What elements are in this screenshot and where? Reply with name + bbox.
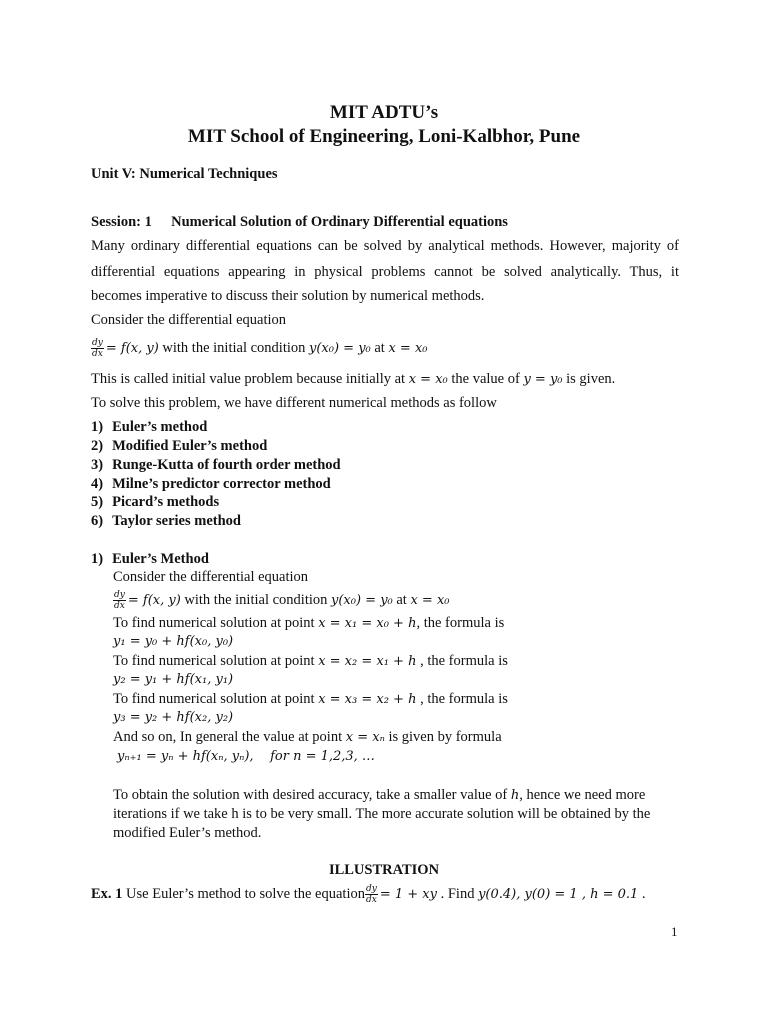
euler-formula-3: y₃ = y₂ + hf(x₂, y₂) [113,710,234,725]
method-name: Euler’s method [112,419,208,435]
fraction-numerator: dy [365,884,377,894]
method-name: Picard’s methods [112,494,220,510]
institution-title: MIT ADTU’s [329,102,439,123]
step-text: , the formula is [416,691,508,707]
euler-step-1 [113,615,504,632]
list-number: 1) [91,419,104,435]
example-equation: = 1 + xy [379,886,437,902]
intro-line-2: differential equations appearing in physical problems cannot be solved analytically. Thus, it [91,264,679,280]
method-name: Runge-Kutta of fourth order method [112,457,341,473]
step-text: is given by formula [384,729,502,745]
accuracy-line-3: modified Euler’s method. [113,825,262,841]
list-item [91,457,341,474]
ivp-text: is given. [562,371,616,387]
main-equation [91,338,428,359]
list-number: 3) [91,457,104,473]
ivp-statement [91,371,615,388]
initial-point: x = x₀ [410,592,450,608]
list-number: 2) [91,438,104,454]
step-text: To find numerical solution at point [113,691,319,707]
initial-point: x = x₀ [388,340,428,356]
example-label: Ex. 1 [91,885,123,902]
derivative-fraction [113,590,126,611]
list-item [91,476,331,493]
accuracy-line-1 [113,787,645,804]
ivp-math: x = x₀ [408,372,448,387]
section-title: Euler’s Method [112,551,209,567]
list-number: 4) [91,476,104,492]
step-math: x = x₃ = x₂ + h [318,692,417,707]
section-number: 1) [91,551,104,567]
step-text: , the formula is [416,615,505,631]
accuracy-text: , hence we need more [519,787,646,803]
equation-text: at [392,591,411,608]
unit-title: Unit V: Numerical Techniques [91,166,278,182]
school-title: MIT School of Engineering, Loni-Kalbhor, Pune [187,126,581,147]
step-text: To find numerical solution at point [113,653,319,669]
euler-general-formula: yₙ₊₁ = yₙ + hf(xₙ, yₙ), for n = 1,2,3, … [117,749,375,764]
method-name: Modified Euler’s method [112,438,268,454]
euler-consider: Consider the differential equation [113,569,309,585]
equation-text: with the initial condition [180,591,331,608]
list-item [91,513,241,530]
illustration-heading: ILLUSTRATION [328,862,440,878]
step-text: And so on, In general the value at point [113,729,346,745]
list-number: 5) [91,494,104,510]
step-math: x = x₁ = x₀ + h [318,616,417,631]
list-item [91,419,207,436]
euler-formula-2: y₂ = y₁ + hf(x₁, y₁) [113,672,234,687]
equation-text: at [370,339,389,356]
method-name: Taylor series method [112,513,241,529]
intro-line-4: Consider the differential equation [91,312,287,328]
method-name: Milne’s predictor corrector method [112,476,331,492]
page-number: 1 [671,924,678,939]
intro-line-1: Many ordinary differential equations can be solved by analytical methods. However, majority of [91,238,679,254]
session-title: Numerical Solution of Ordinary Differential equations [171,214,508,230]
euler-equation [113,590,450,611]
intro-line-3: becomes imperative to discuss their solution by numerical methods. [91,288,485,304]
ivp-math: y = y₀ [523,372,563,387]
fraction-denominator: dx [92,349,103,359]
equation-rhs: = f(x, y) [105,340,159,356]
list-item [91,494,219,511]
example-text: Use Euler’s method to solve the equation [122,885,365,902]
example-1 [91,884,646,905]
derivative-fraction [91,338,104,359]
step-math: x = x₂ = x₁ + h [318,654,417,669]
ivp-text: This is called initial value problem because initially at [91,371,409,387]
step-math: x = xₙ [345,730,385,745]
step-text: To find numerical solution at point [113,615,319,631]
euler-formula-1: y₁ = y₀ + hf(x₀, y₀) [113,634,234,649]
initial-condition: y(x₀) = y₀ [331,592,393,608]
fraction-numerator: dy [114,590,125,600]
step-text: , the formula is [416,653,508,669]
example-condition: y(0.4), y(0) = 1 , h = 0.1 [478,886,639,902]
session-heading [91,214,508,231]
list-number: 6) [91,513,104,529]
example-text: . Find [436,885,479,902]
accuracy-math: h [510,788,520,803]
accuracy-text: To obtain the solution with desired accuracy, take a smaller value of [113,787,511,803]
fraction-denominator: dx [365,895,377,905]
euler-heading [91,551,209,568]
euler-step-2 [113,653,508,670]
example-text: . [638,885,646,902]
session-label: Session: 1 [91,214,152,230]
fraction-denominator: dx [114,601,125,611]
equation-text: with the initial condition [158,339,309,356]
fraction-numerator: dy [92,338,103,348]
initial-condition: y(x₀) = y₀ [309,340,371,356]
list-item [91,438,267,455]
methods-intro: To solve this problem, we have different numerical methods as follow [91,395,497,411]
derivative-fraction [365,884,378,905]
euler-step-3 [113,691,508,708]
accuracy-line-2: iterations if we take h is to be very small. The more accurate solution will be obtained by the [113,806,651,822]
ivp-text: the value of [447,371,524,387]
equation-rhs: = f(x, y) [127,592,181,608]
euler-general [113,729,502,746]
